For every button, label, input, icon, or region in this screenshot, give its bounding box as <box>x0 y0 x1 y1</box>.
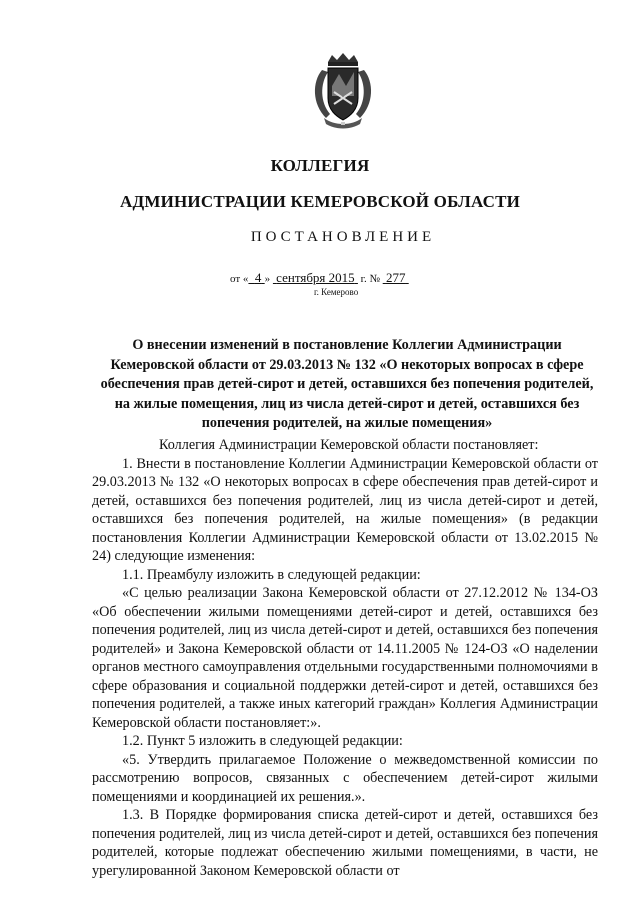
paragraph-1-1: 1.1. Преамбулу изложить в следующей редакции: <box>122 566 421 583</box>
paragraph-1-2: 1.2. Пункт 5 изложить в следующей редакции: <box>122 733 403 749</box>
date-prefix: от « <box>230 273 249 285</box>
org-title-line1: КОЛЛЕГИЯ <box>270 156 370 175</box>
date-year-suffix: г. <box>360 273 367 285</box>
document-number: 277 <box>385 270 406 285</box>
org-title-line2: АДМИНИСТРАЦИИ КЕМЕРОВСКОЙ ОБЛАСТИ <box>119 192 521 211</box>
paragraph-1: 1. Внести в постановление Коллегии Администрации Кемеровской области от 29.03.2013 № 132 «О некоторых вопросах в сфере обеспечения прав детей-сирот и детей, оставшихся без попечения родителей, лиц из числа детей-сирот и детей, оставшихся без попечения родителей, на жилые помещения» (в редакции постановления Коллегии Администрации Кемеровской области от 13.02.2015 № 24) следующие изменения: <box>92 455 598 564</box>
paragraph-1-3: 1.3. В Порядке формирования списка детей-сирот и детей, оставшихся без попечения родителей, лиц из числа детей-сирот и детей, оставшихся без попечения родителей, которые подлежат обеспечению жилыми помещениями, в части, не урегулированной Законом Кемеровской области от <box>92 807 598 879</box>
paragraph-preamble: Коллегия Администрации Кемеровской области постановляет: <box>159 437 539 453</box>
document-body <box>92 436 598 880</box>
coat-of-arms-icon <box>308 52 378 130</box>
document-title: О внесении изменений в постановление Коллегии Администрации Кемеровской области от 29.03.2013 № 132 «О некоторых вопросах в сфере обеспечения прав детей-сирот и детей, оставшихся без попечения родителей, на жилые помещения, лиц из числа детей-сирот и детей, оставшихся без попечения родителей, на жилые помещения» <box>100 337 594 431</box>
date-sep: » <box>264 273 271 285</box>
paragraph-quote-5: «5. Утвердить прилагаемое Положение о межведомственной комиссии по рассмотрению вопросов, связанных с обеспечением детей-сирот жилыми помещениями и координацией их решения.». <box>92 751 598 805</box>
date-month-year: сентября 2015 <box>276 270 355 285</box>
number-label: № <box>369 273 380 285</box>
paragraph-quote-preamble: «С целью реализации Закона Кемеровской области от 27.12.2012 № 134-ОЗ «Об обеспечении жилыми помещениями детей-сирот и детей, оставшихся без попечения родителей, лиц из числа детей-сирот и детей, оставшихся без попечения родителей» и Закона Кемеровской области от 14.11.2005 № 124-ОЗ «О наделении органов местного самоуправления отдельными государственными полномочиями в сфере образования и социальной поддержки детей-сирот и детей, оставшихся без попечения родителей, а также иных категорий граждан» Коллегия Администрации Кемеровской области постановляет:». <box>92 585 598 731</box>
date-day: 4 <box>254 270 262 285</box>
document-type: ПОСТАНОВЛЕНИЕ <box>250 229 436 245</box>
city: г. Кемерово <box>314 287 359 297</box>
date-line <box>230 270 409 286</box>
